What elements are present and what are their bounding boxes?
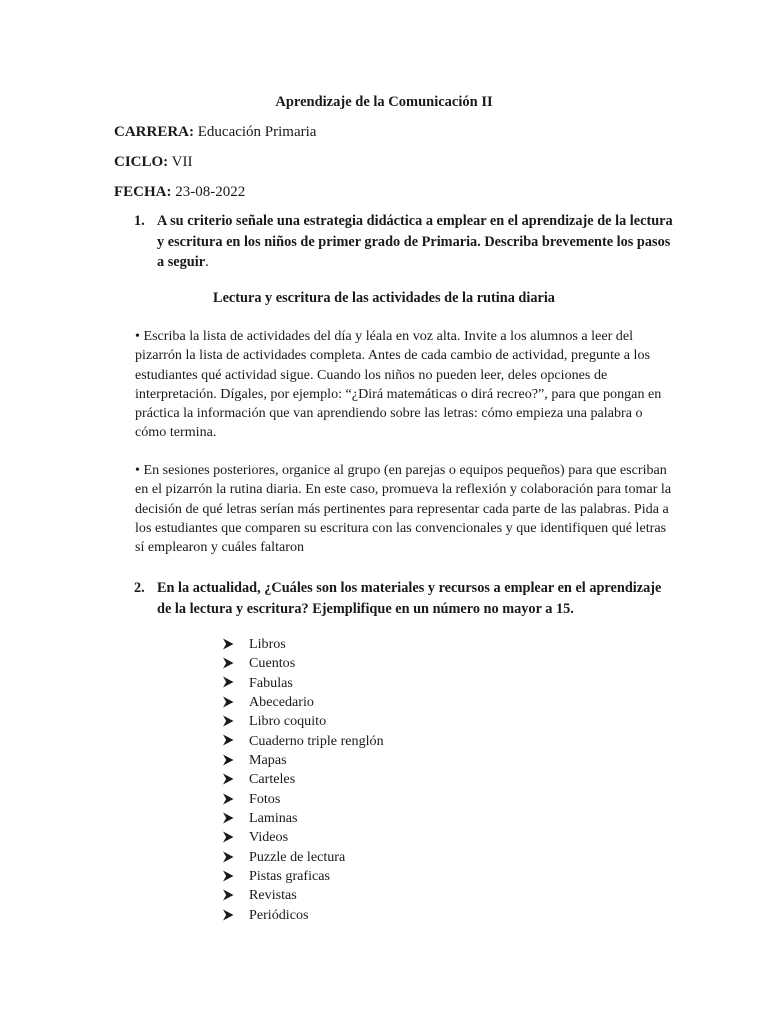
list-item-label: Fabulas [249,674,293,691]
document-title: Aprendizaje de la Comunicación II [275,94,493,110]
carrera-line [114,124,316,141]
section-subtitle: Lectura y escritura de las actividades de la rutina diaria [213,290,555,306]
arrowhead-bullet-icon [222,638,249,650]
arrowhead-bullet-icon [222,715,249,727]
arrowhead-bullet-icon [222,870,249,882]
carrera-label: CARRERA: [114,124,194,140]
fecha-label: FECHA: [114,184,172,200]
list-item [222,635,384,654]
list-item [222,886,384,905]
question-2-number: 2. [134,580,145,596]
list-item [222,809,384,828]
list-item-label: Puzzle de lectura [249,848,346,865]
list-item-label: Carteles [249,771,296,788]
question-2 [114,578,674,619]
arrowhead-bullet-icon [222,696,249,708]
question-1-text: A su criterio señale una estrategia didáctica a emplear en el aprendizaje de la lectura y escritura en los niños de primer grado de Primaria. Describa brevemente los pasos a seguir [157,213,673,270]
question-1-number: 1. [134,213,145,229]
list-item-label: Libros [249,636,286,652]
list-item [222,790,384,809]
arrowhead-bullet-icon [222,793,249,805]
list-item [222,770,384,789]
list-item [222,848,384,867]
list-item [222,693,384,712]
list-item-label: Abecedario [249,694,314,711]
question-1 [114,211,674,273]
question-2-text: En la actualidad, ¿Cuáles son los materiales y recursos a emplear en el aprendizaje de la lectura y escritura? Ejemplifique en un número no mayor a 15. [157,580,662,617]
list-item-label: Periódicos [249,906,309,923]
ciclo-line [114,154,192,171]
paragraph-1: • Escriba la lista de actividades del día y léala en voz alta. Invite a los alumnos a leer del pizarrón la lista de actividades completa. Antes de cada cambio de actividad, pregunte a los estudiantes qué actividad sigue. Cuando los niños no pueden leer, deles opciones de interpretación. Dígales, por ejemplo: “¿Dirá matemáticas o dirá recreo?”, para que pongan en práctica la información que van aprendiendo sobre las letras: cómo empieza una palabra o cómo termina. [135,328,662,441]
list-item-label: Revistas [249,887,297,904]
ciclo-label: CICLO: [114,154,169,170]
ciclo-value: VII [168,154,193,170]
list-item [222,654,384,673]
fecha-value: 23-08-2022 [171,184,246,200]
list-item [222,732,384,751]
list-item [222,751,384,770]
list-item-label: Mapas [249,752,287,769]
arrowhead-bullet-icon [222,831,249,843]
materials-list [222,635,384,925]
arrowhead-bullet-icon [222,773,249,785]
arrowhead-bullet-icon [222,851,249,863]
arrowhead-bullet-icon [222,754,249,766]
arrowhead-bullet-icon [222,657,249,669]
arrowhead-bullet-icon [222,812,249,824]
arrowhead-bullet-icon [222,889,249,901]
list-item-label: Laminas [249,810,298,827]
list-item [222,906,384,925]
list-item-label: Libro coquito [249,713,327,730]
arrowhead-bullet-icon [222,676,249,688]
list-item-label: Pistas graficas [249,868,331,885]
list-item-label: Cuentos [249,655,296,672]
list-item-label: Cuaderno triple renglón [249,732,384,749]
arrowhead-bullet-icon [222,734,249,746]
paragraph-2: • En sesiones posteriores, organice al grupo (en parejas o equipos pequeños) para que escriban en el pizarrón la rutina diaria. En este caso, promueva la reflexión y colaboración para tomar la decisión de qué letras serían más pertinentes para representar cada parte de las palabras. Pida a los estudiantes que comparen su escritura con las convencionales y que identifiquen qué letras sí emplearon y cuáles faltaron [135,462,672,556]
fecha-line [114,184,245,201]
carrera-value: Educación Primaria [194,124,317,140]
question-1-trailing-period: . [205,254,209,270]
arrowhead-bullet-icon [222,909,249,921]
list-item [222,712,384,731]
list-item-label: Fotos [249,790,281,807]
list-item [222,867,384,886]
list-item [222,828,384,847]
list-item [222,674,384,693]
list-item-label: Videos [249,829,289,846]
